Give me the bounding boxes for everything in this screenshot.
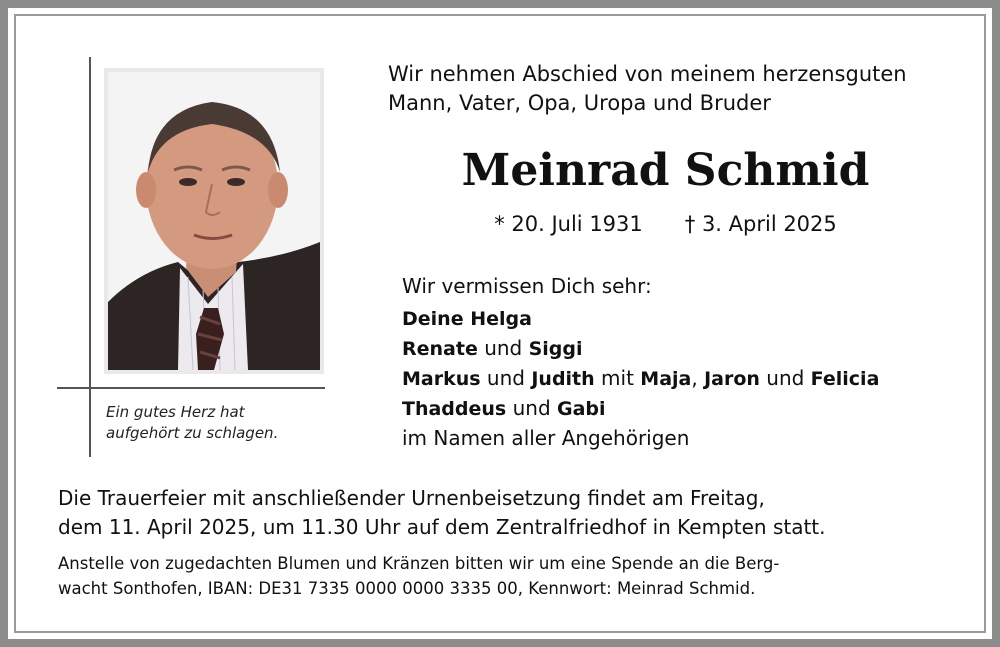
photo-caption-line-2: aufgehört zu schlagen. xyxy=(106,424,279,442)
donation-line-1: Anstelle von zugedachten Blumen und Kränzen bitten wir um eine Spende an die Berg- xyxy=(58,554,780,573)
portrait-illustration xyxy=(108,72,320,370)
donation-info xyxy=(58,551,958,601)
donation-line-2: wacht Sonthofen, IBAN: DE31 7335 0000 0000 3335 00, Kennwort: Meinrad Schmid. xyxy=(58,579,756,598)
deceased-name: Meinrad Schmid xyxy=(461,145,870,196)
connector-text: und xyxy=(759,366,811,390)
family-name: Gabi xyxy=(557,398,606,420)
family-row xyxy=(402,364,987,394)
connector-text: mit xyxy=(594,366,641,390)
family-name: Felicia xyxy=(810,368,880,390)
family-list xyxy=(402,305,987,453)
family-row xyxy=(402,305,987,334)
family-name: Jaron xyxy=(704,368,760,390)
family-name: Thaddeus xyxy=(402,398,507,420)
ceremony-line-2: dem 11. April 2025, um 11.30 Uhr auf dem Zentralfriedhof in Kempten statt. xyxy=(58,515,826,539)
connector-text: und xyxy=(506,396,557,420)
connector-text: und xyxy=(480,366,532,390)
family-name: Judith xyxy=(531,368,595,390)
intro-line-1: Wir nehmen Abschied von meinem herzensguten xyxy=(388,62,907,86)
decorative-horizontal-line xyxy=(57,387,325,389)
life-dates xyxy=(388,212,943,236)
family-name: Maja xyxy=(640,368,692,390)
family-name: Deine Helga xyxy=(402,308,532,330)
intro-line-2: Mann, Vater, Opa, Uropa und Bruder xyxy=(388,91,771,115)
ceremony-info xyxy=(58,484,958,542)
family-row xyxy=(402,334,987,364)
photo-caption-line-1: Ein gutes Herz hat xyxy=(106,403,245,421)
connector-text: und xyxy=(477,336,529,360)
death-date: † 3. April 2025 xyxy=(684,212,837,236)
portrait-photo xyxy=(104,68,324,374)
ceremony-line-1: Die Trauerfeier mit anschließender Urnenbeisetzung findet am Freitag, xyxy=(58,486,765,510)
connector-text: , xyxy=(691,366,705,390)
family-name: Renate xyxy=(402,338,478,360)
decorative-vertical-line xyxy=(89,57,91,457)
family-closing: im Namen aller Angehörigen xyxy=(402,426,690,450)
miss-line: Wir vermissen Dich sehr: xyxy=(402,274,652,298)
family-row xyxy=(402,394,987,424)
birth-date: * 20. Juli 1931 xyxy=(494,212,643,236)
family-name: Markus xyxy=(402,368,481,390)
photo-caption xyxy=(106,402,336,444)
family-name: Siggi xyxy=(528,338,583,360)
intro-text xyxy=(388,60,978,118)
